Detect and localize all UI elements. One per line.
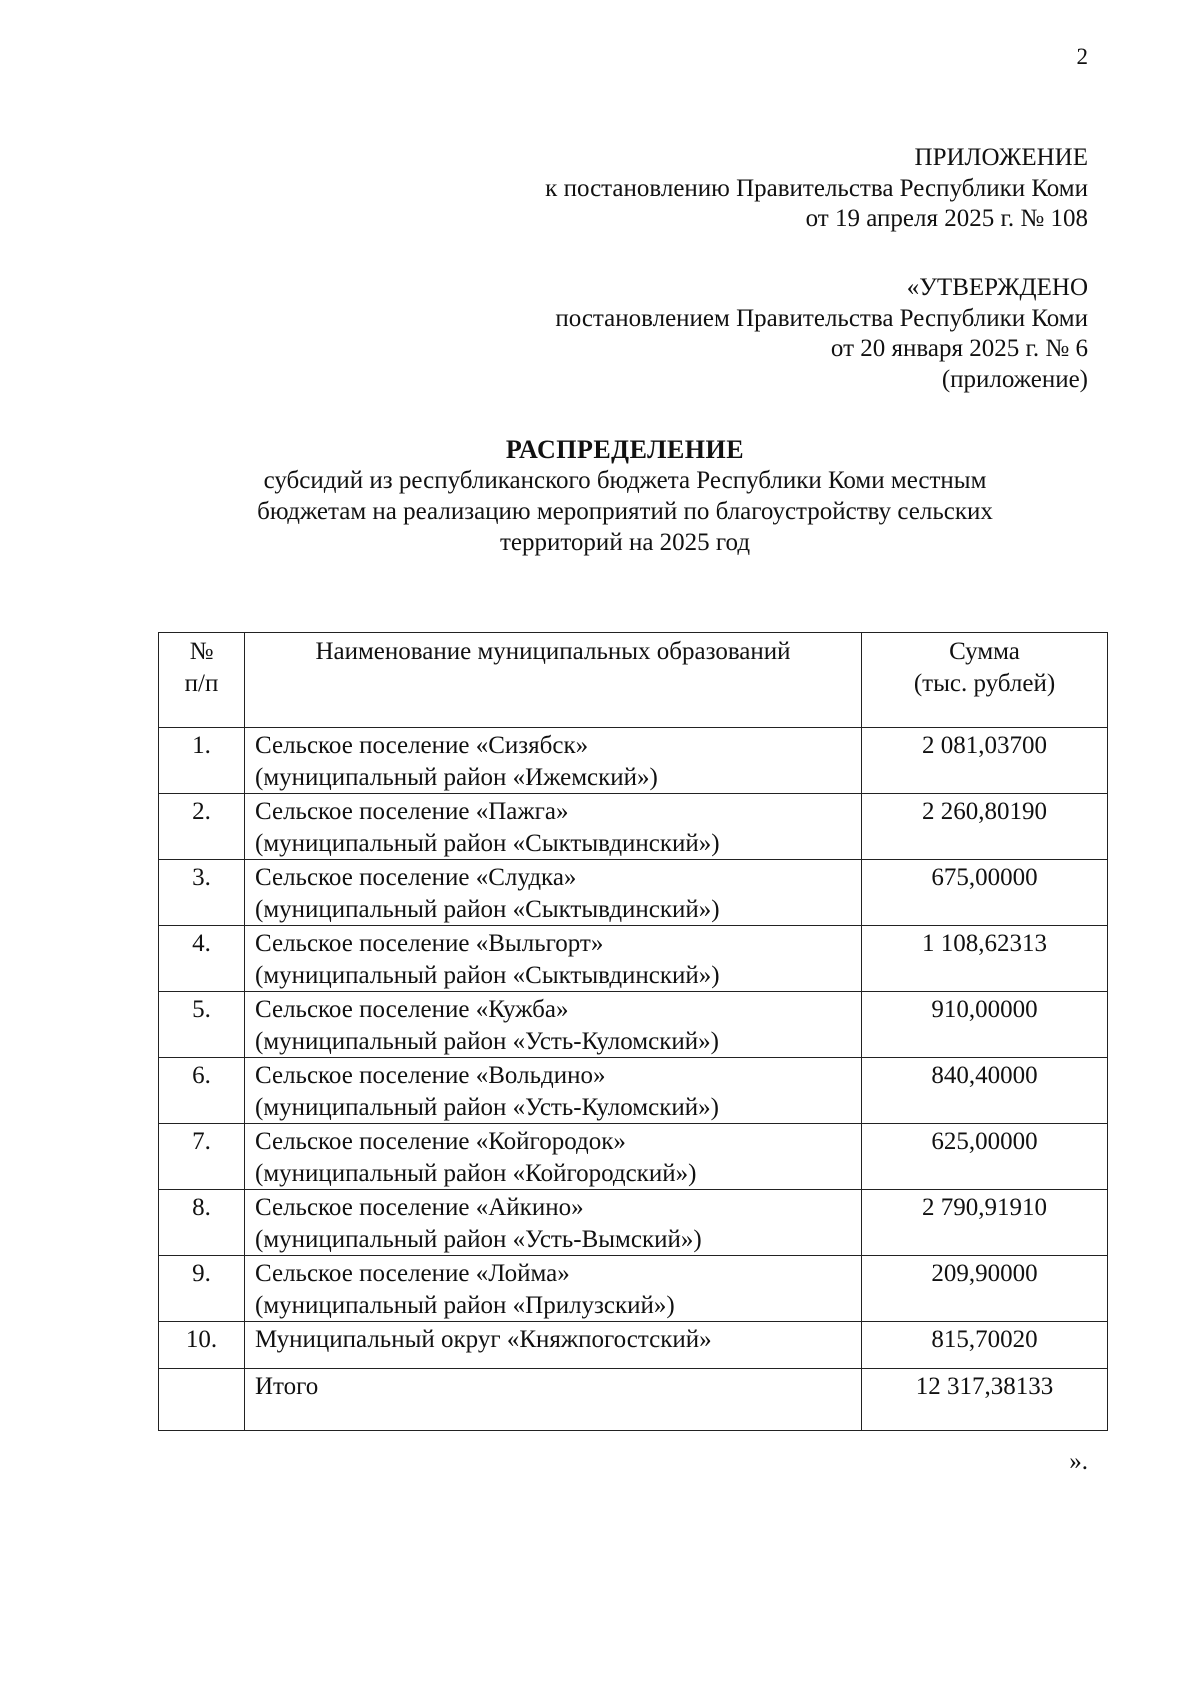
row-name-line-1: Сельское поселение «Айкино» — [255, 1194, 584, 1221]
row-sum: 2 081,03700 — [862, 728, 1108, 794]
row-sum: 1 108,62313 — [862, 926, 1108, 992]
header-name — [245, 633, 862, 728]
document-title-block — [0, 434, 1200, 558]
table-row — [159, 794, 1108, 860]
row-name — [245, 1190, 862, 1256]
document-subtitle-line: субсидий из республиканского бюджета Республики Коми местным — [263, 467, 987, 494]
document-title: РАСПРЕДЕЛЕНИЕ — [505, 435, 745, 464]
table-row — [159, 1124, 1108, 1190]
row-number: 9. — [159, 1256, 245, 1322]
row-name — [245, 860, 862, 926]
row-sum: 2 260,80190 — [862, 794, 1108, 860]
row-name — [245, 728, 862, 794]
row-sum: 910,00000 — [862, 992, 1108, 1058]
closing-quote: ». — [1069, 1448, 1088, 1475]
row-name-line-2: (муниципальный район «Усть-Куломский») — [255, 1027, 719, 1055]
total-sum: 12 317,38133 — [862, 1369, 1108, 1431]
approved-line-2: от 20 января 2025 г. № 6 — [830, 335, 1088, 362]
appendix-title: ПРИЛОЖЕНИЕ — [914, 144, 1088, 171]
page-number: 2 — [1076, 44, 1088, 69]
header-sum-line-1: Сумма — [949, 638, 1020, 665]
row-name — [245, 926, 862, 992]
row-name-line-2: (муниципальный район «Усть-Куломский») — [255, 1093, 719, 1121]
header-number — [159, 633, 245, 728]
row-sum: 209,90000 — [862, 1256, 1108, 1322]
row-number: 8. — [159, 1190, 245, 1256]
row-name — [245, 1256, 862, 1322]
row-name-line-2: (муниципальный район «Прилузский») — [255, 1291, 675, 1319]
approved-block — [555, 273, 1088, 395]
header-sum-line-2: (тыс. рублей) — [913, 669, 1056, 697]
document-subtitle-line: территорий на 2025 год — [499, 529, 751, 556]
appendix-line-1: к постановлению Правительства Республики Коми — [545, 174, 1088, 202]
table-total-row — [159, 1369, 1108, 1431]
row-number: 6. — [159, 1058, 245, 1124]
row-number: 5. — [159, 992, 245, 1058]
row-name — [245, 992, 862, 1058]
distribution-table — [158, 632, 1108, 1431]
row-name-line-1: Сельское поселение «Пажга» — [255, 798, 569, 825]
row-name-line-2: (муниципальный район «Ижемский») — [255, 763, 658, 791]
table-header-row — [159, 633, 1108, 728]
row-name-line-2: (муниципальный район «Койгородский») — [255, 1159, 697, 1187]
table-row — [159, 992, 1108, 1058]
total-number-cell — [159, 1369, 245, 1431]
row-sum: 840,40000 — [862, 1058, 1108, 1124]
row-sum: 675,00000 — [862, 860, 1108, 926]
table-row — [159, 926, 1108, 992]
row-name-line-1: Муниципальный округ «Княжпогостский» — [255, 1326, 712, 1353]
row-name — [245, 1058, 862, 1124]
appendix-block — [545, 143, 1088, 235]
appendix-line-2: от 19 апреля 2025 г. № 108 — [805, 205, 1088, 232]
header-sum — [862, 633, 1108, 728]
row-number: 4. — [159, 926, 245, 992]
row-number: 7. — [159, 1124, 245, 1190]
row-number: 10. — [159, 1322, 245, 1369]
row-name-line-1: Сельское поселение «Лойма» — [255, 1260, 570, 1287]
row-name-line-2: (муниципальный район «Усть-Вымский») — [255, 1225, 702, 1253]
row-name-line-1: Сельское поселение «Вольдино» — [255, 1062, 606, 1089]
table-row — [159, 860, 1108, 926]
row-name-line-2: (муниципальный район «Сыктывдинский») — [255, 895, 720, 923]
row-name-line-2: (муниципальный район «Сыктывдинский») — [255, 961, 720, 989]
table-row — [159, 728, 1108, 794]
header-name-text: Наименование муниципальных образований — [315, 638, 791, 665]
row-name-line-1: Сельское поселение «Кужба» — [255, 996, 569, 1023]
row-name-line-1: Сельское поселение «Сизябск» — [255, 732, 589, 759]
row-number: 1. — [159, 728, 245, 794]
row-name — [245, 794, 862, 860]
row-name — [245, 1124, 862, 1190]
row-number: 2. — [159, 794, 245, 860]
header-number-line-1: № — [189, 638, 214, 665]
row-name-line-1: Сельское поселение «Койгородок» — [255, 1128, 626, 1155]
document-subtitle-line: бюджетам на реализацию мероприятий по благоустройству сельских — [257, 498, 993, 525]
row-sum: 625,00000 — [862, 1124, 1108, 1190]
total-label: Итого — [245, 1369, 862, 1431]
table-row — [159, 1190, 1108, 1256]
row-number: 3. — [159, 860, 245, 926]
approved-line-1: постановлением Правительства Республики Коми — [555, 304, 1088, 332]
row-sum: 2 790,91910 — [862, 1190, 1108, 1256]
row-sum: 815,70020 — [862, 1322, 1108, 1369]
row-name — [245, 1322, 862, 1369]
row-name-line-1: Сельское поселение «Слудка» — [255, 864, 577, 891]
table-row — [159, 1322, 1108, 1369]
row-name-line-2: (муниципальный район «Сыктывдинский») — [255, 829, 720, 857]
header-number-line-2: п/п — [184, 669, 219, 697]
row-name-line-1: Сельское поселение «Выльгорт» — [255, 930, 604, 957]
table-row — [159, 1256, 1108, 1322]
approved-line-3: (приложение) — [941, 365, 1088, 393]
approved-title: «УТВЕРЖДЕНО — [906, 274, 1088, 301]
table-row — [159, 1058, 1108, 1124]
